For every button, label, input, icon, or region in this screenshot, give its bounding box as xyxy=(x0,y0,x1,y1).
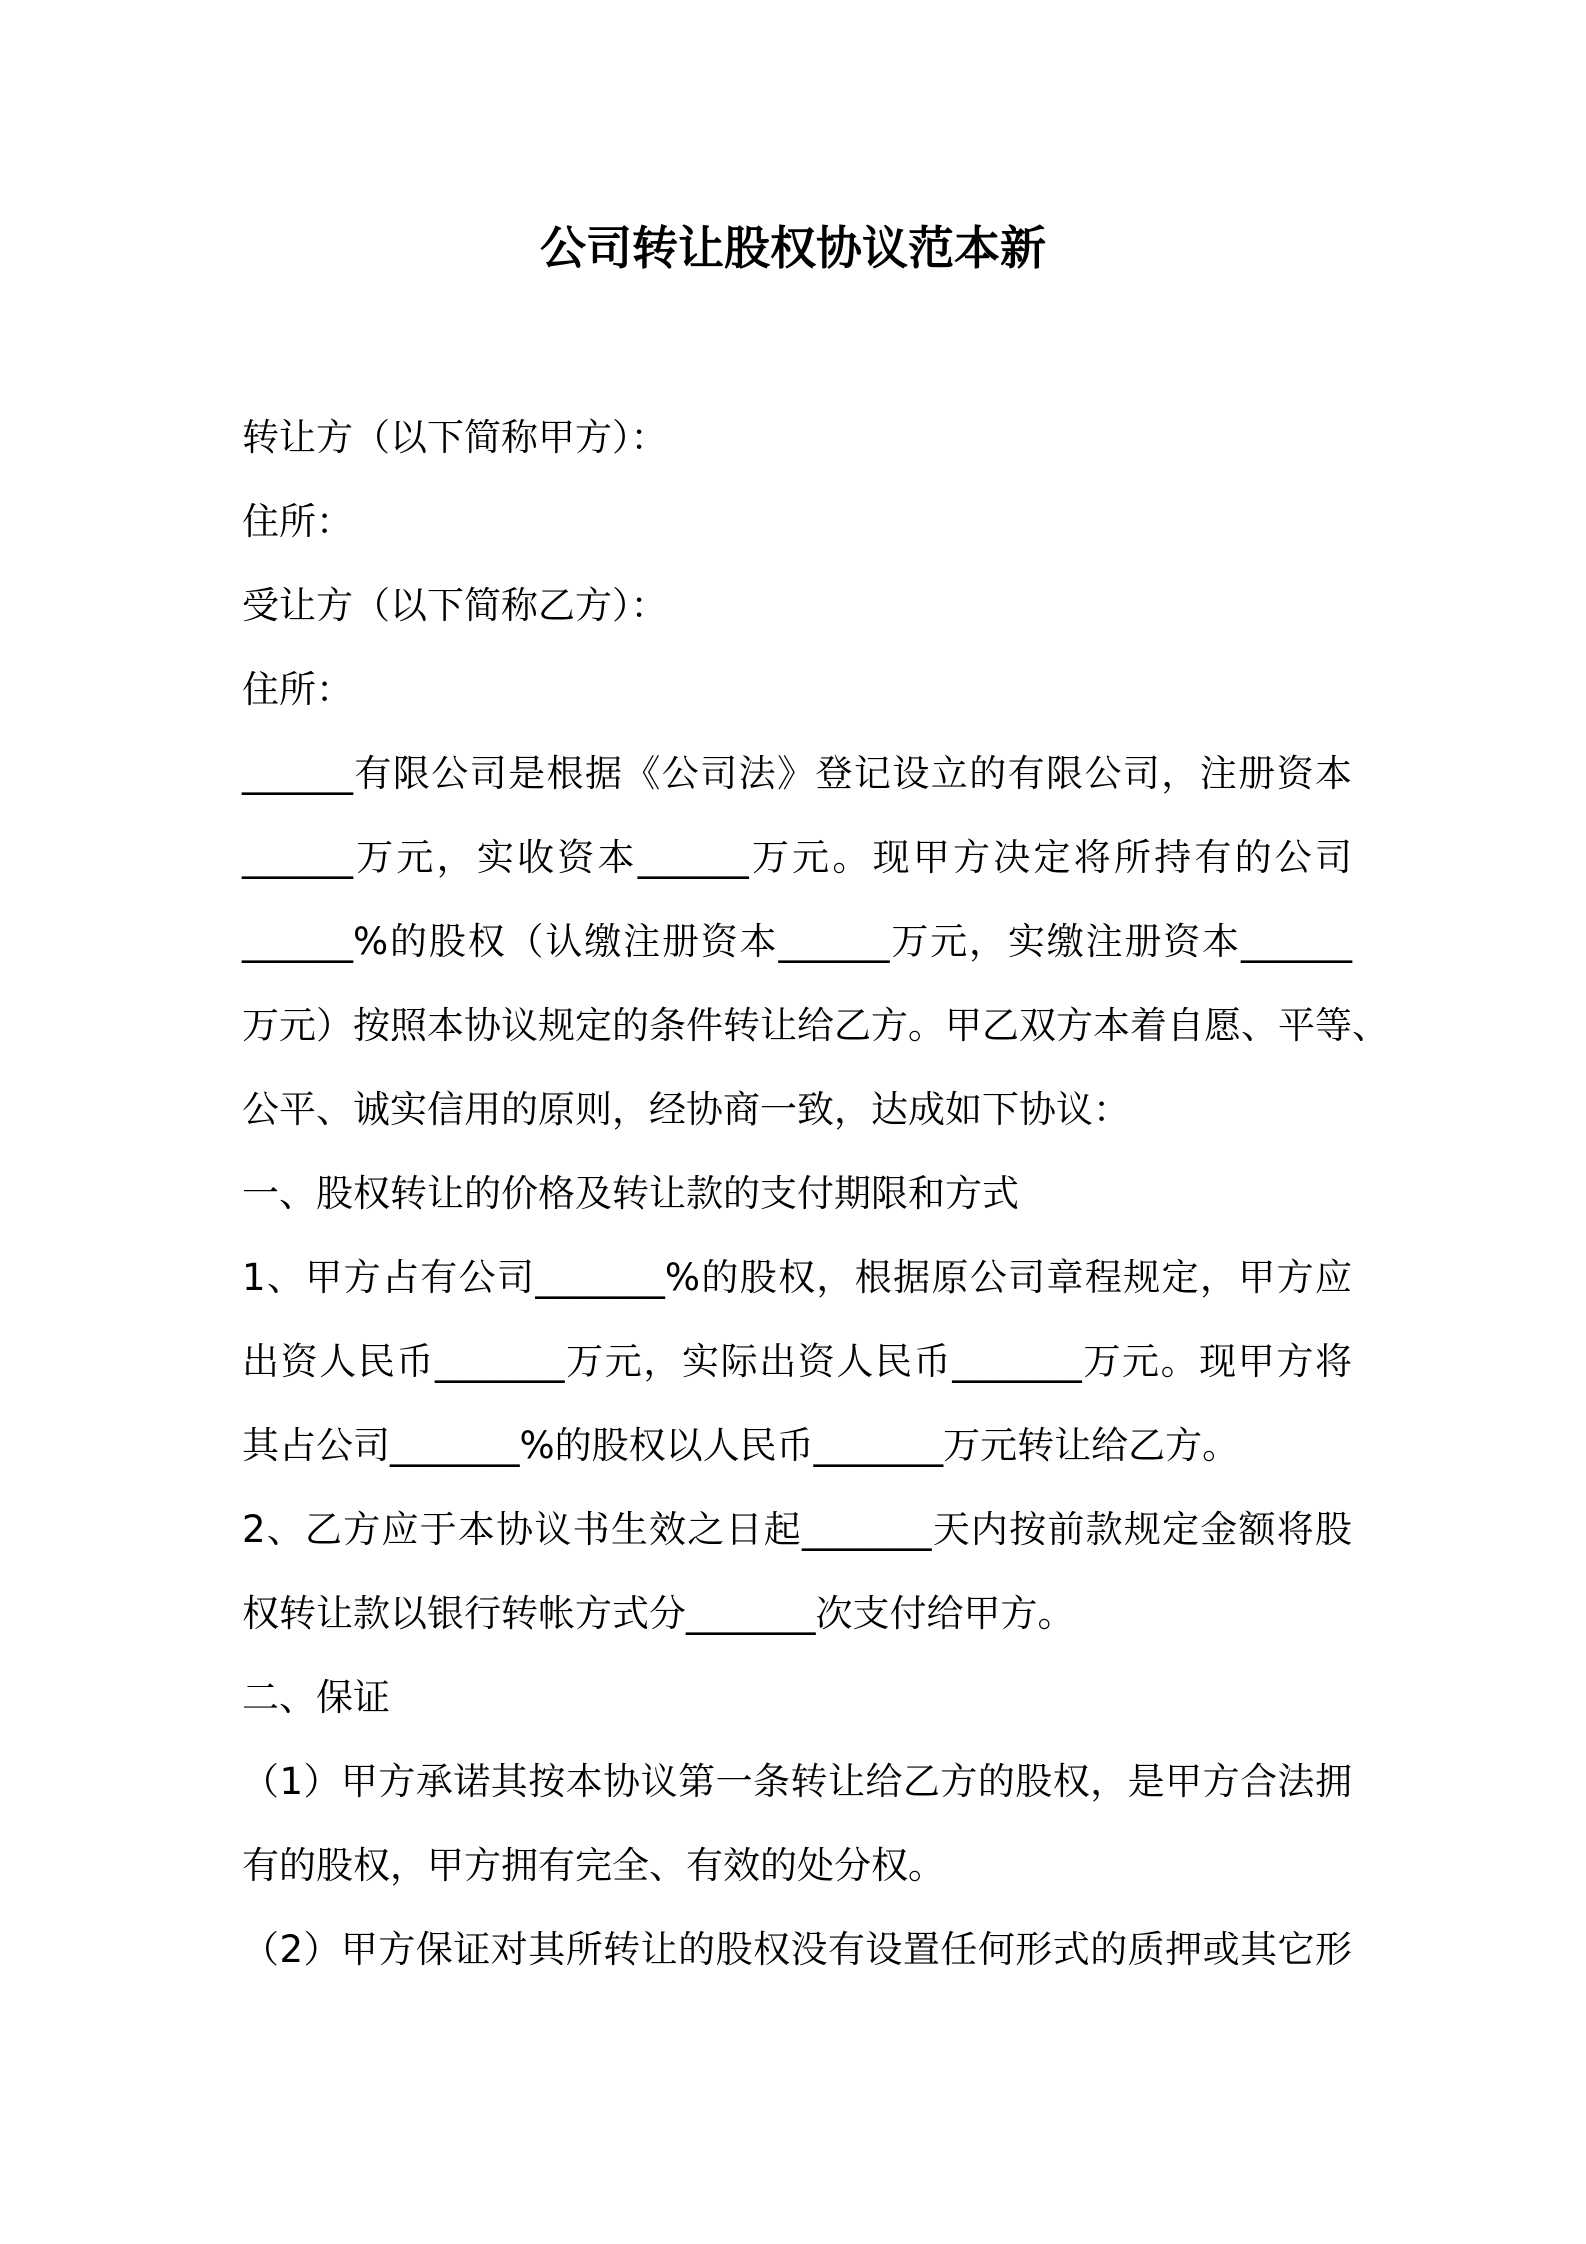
text-line: 2、乙方应于本协议书生效之日起_______天内按前款规定金额将股 xyxy=(242,1508,1352,1551)
text-line: 公平、诚实信用的原则，经协商一致，达成如下协议： xyxy=(242,1088,1130,1131)
section-heading-2: 二、保证 xyxy=(242,1676,390,1719)
text-line: 权转让款以银行转帐方式分_______次支付给甲方。 xyxy=(242,1592,1075,1635)
text-line-transferor-address: 住所： xyxy=(242,500,353,543)
text-line-transferee: 受让方（以下简称乙方）： xyxy=(242,584,668,627)
section-heading-1: 一、股权转让的价格及转让款的支付期限和方式 xyxy=(242,1172,1019,1215)
text-line-transferee-address: 住所： xyxy=(242,668,353,711)
text-line: （2）甲方保证对其所转让的股权没有设置任何形式的质押或其它形 xyxy=(242,1928,1352,1971)
text-line: 万元）按照本协议规定的条件转让给乙方。甲乙双方本着自愿、平等、 xyxy=(242,1004,1389,1047)
text-line: 1、甲方占有公司_______%的股权，根据原公司章程规定，甲方应 xyxy=(242,1256,1352,1299)
text-line: ______万元，实收资本______万元。现甲方决定将所持有的公司 xyxy=(242,836,1352,879)
text-line: 出资人民币_______万元，实际出资人民币_______万元。现甲方将 xyxy=(242,1340,1352,1383)
text-line: 有的股权，甲方拥有完全、有效的处分权。 xyxy=(242,1844,945,1887)
text-line: 其占公司_______%的股权以人民币_______万元转让给乙方。 xyxy=(242,1424,1240,1467)
text-line-transferor: 转让方（以下简称甲方）： xyxy=(242,416,668,459)
text-line: ______有限公司是根据《公司法》登记设立的有限公司，注册资本 xyxy=(242,752,1352,795)
document-title: 公司转让股权协议范本新 xyxy=(540,221,1046,275)
text-line: ______%的股权（认缴注册资本______万元，实缴注册资本______ xyxy=(242,920,1352,963)
text-line: （1）甲方承诺其按本协议第一条转让给乙方的股权，是甲方合法拥 xyxy=(242,1760,1352,1803)
